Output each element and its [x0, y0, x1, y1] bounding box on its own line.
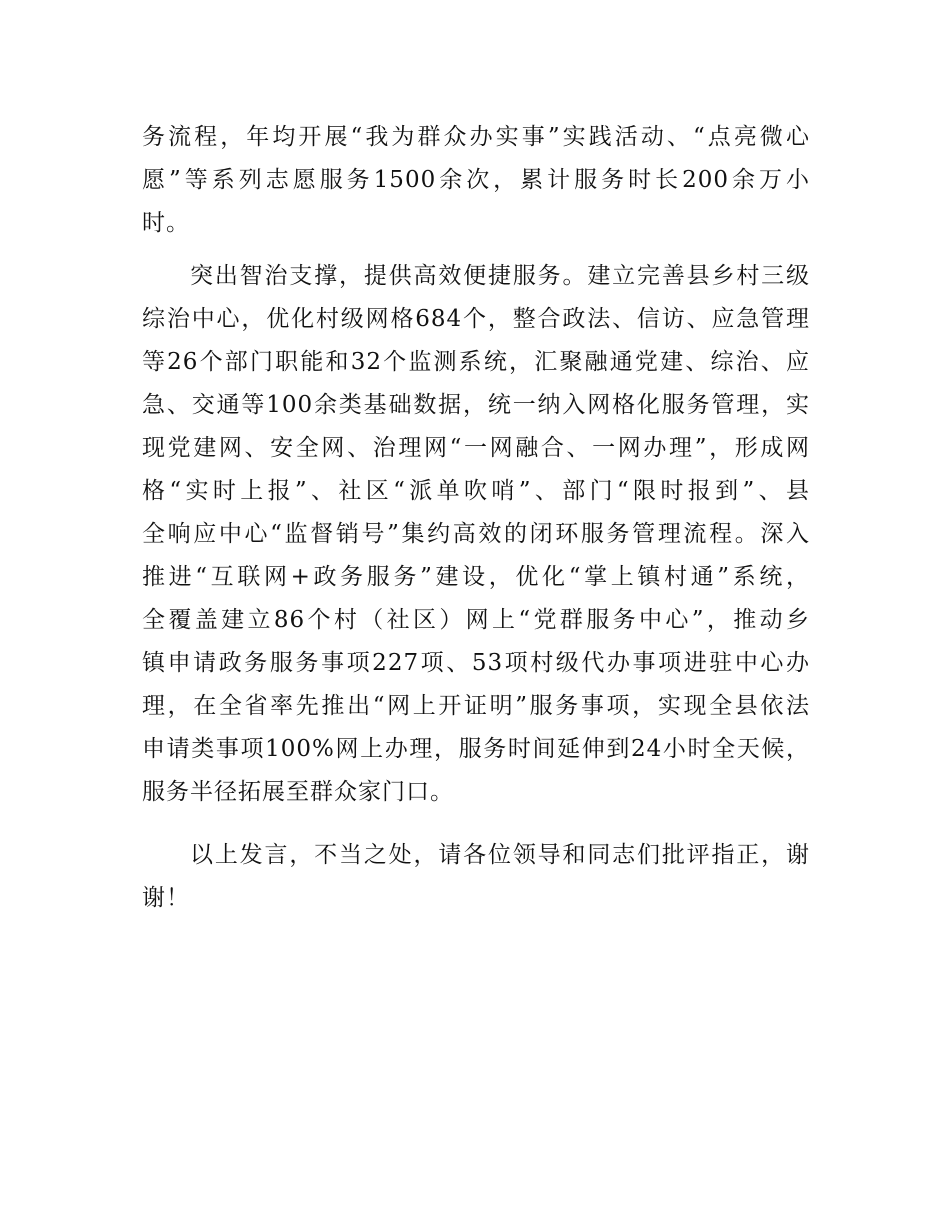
- paragraph-line: 等26个部门职能和32个监测系统，汇聚融通党建、综治、应: [142, 349, 810, 375]
- paragraph-line: 镇申请政务服务事项227项、53项村级代办事项进驻中心办: [142, 650, 810, 676]
- paragraph-line: 时。: [142, 210, 190, 236]
- paragraph-line: 谢！: [142, 885, 190, 911]
- paragraph-line: 综治中心，优化村级网格684个，整合政法、信访、应急管理: [142, 306, 810, 332]
- paragraph-line: 急、交通等100余类基础数据，统一纳入网格化服务管理，实: [142, 392, 810, 418]
- paragraph-line: 格“实时上报”、社区“派单吹哨”、部门“限时报到”、县: [142, 478, 810, 504]
- paragraph-line: 全覆盖建立86个村（社区）网上“党群服务中心”，推动乡: [142, 607, 810, 633]
- paragraph-line: 推进“互联网+政务服务”建设，优化“掌上镇村通”系统，: [142, 564, 810, 590]
- paragraph-line: 全响应中心“监督销号”集约高效的闭环服务管理流程。深入: [142, 521, 810, 547]
- paragraph-smart-governance: [142, 255, 810, 814]
- paragraph-line: 务流程，年均开展“我为群众办实事”实践活动、“点亮微心: [142, 124, 810, 150]
- paragraph-closing-remarks: [142, 834, 810, 920]
- paragraph-service-activities: [142, 116, 810, 245]
- paragraph-line: 以上发言，不当之处，请各位领导和同志们批评指正，谢: [190, 842, 810, 868]
- paragraph-line: 服务半径拓展至群众家门口。: [142, 779, 454, 805]
- paragraph-line: 现党建网、安全网、治理网“一网融合、一网办理”，形成网: [142, 435, 810, 461]
- paragraph-line: 愿”等系列志愿服务1500余次，累计服务时长200余万小: [142, 167, 810, 193]
- paragraph-line: 突出智治支撑，提供高效便捷服务。建立完善县乡村三级: [190, 263, 810, 289]
- paragraph-line: 申请类事项100%网上办理，服务时间延伸到24小时全天候，: [142, 736, 810, 762]
- paragraph-line: 理，在全省率先推出“网上开证明”服务事项，实现全县依法: [142, 693, 810, 719]
